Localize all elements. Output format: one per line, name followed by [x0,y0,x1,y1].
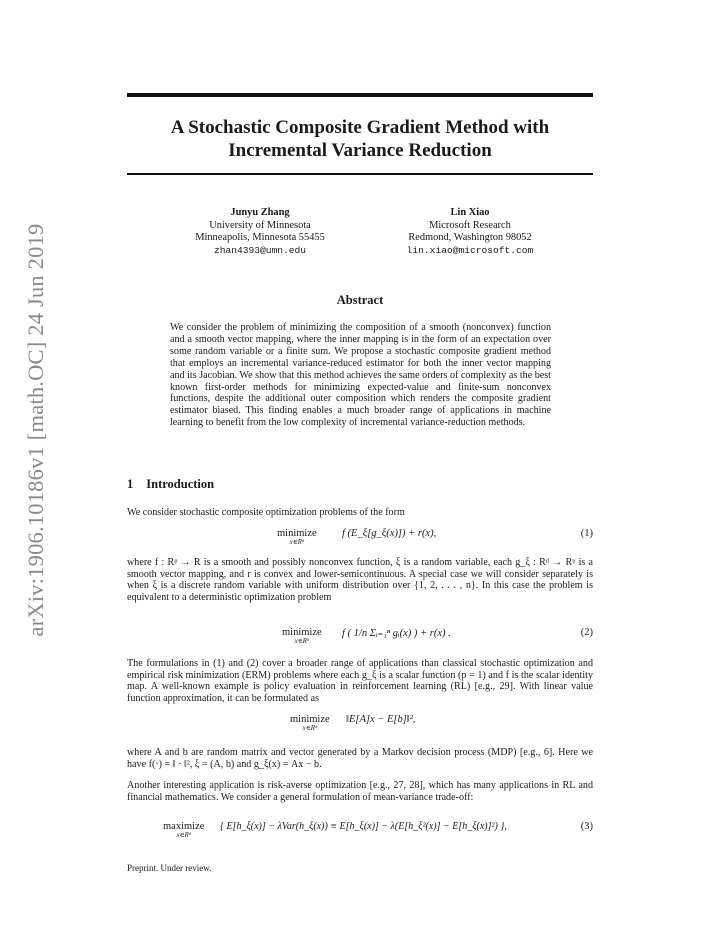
equation-number: (2) [580,627,593,638]
equation-2 [127,627,593,657]
author-block-2 [380,207,560,257]
equation-operator: minimize x∈Rᵈ [282,627,322,645]
equation-3 [127,714,593,744]
paper-title: A Stochastic Composite Gradient Method with Incremental Variance Reduction [170,117,550,161]
title-rule-top [127,93,593,97]
equation-operator: maximize x∈Rᵈ [163,821,205,839]
equation-number: (3) [580,821,593,832]
equation-operator: minimize x∈Rᵈ [290,714,330,732]
author-affiliation: Microsoft Research [429,219,511,231]
equation-body: f (E_ξ[g_ξ(x)]) + r(x), [342,528,437,539]
equation-body: { E[h_ξ(x)] − λVar(h_ξ(x)) ≡ E[h_ξ(x)] − λ(E[h_ξ²(x)] − E[h_ξ(x)]²) }, [220,821,507,832]
paragraph-2: where f : Rᵖ → R is a smooth and possibly nonconvex function, ξ is a random variable, each g_ξ : Rᵈ → Rᵖ is a smooth vector mapping, and r is convex and lower-semicontinuous. A special case we will consider separately is when ξ is a discrete random variable with uniform distribution over {1, 2, . . . , n}. In this case the problem is equivalent to a deterministic optimization problem [127,557,593,604]
equation-operator: minimize x∈Rᵈ [277,528,317,546]
author-affiliation: University of Minnesota [209,219,311,231]
section-title: Introduction [146,477,215,491]
equation-1 [127,528,593,558]
author-block-1 [170,207,350,257]
author-name: Junyu Zhang [230,207,290,218]
equation-number: (1) [580,528,593,539]
abstract-text: We consider the problem of minimizing the composition of a smooth (nonconvex) function and a smooth vector mapping, where the inner mapping is in the form of an expectation over some random variable or a finite sum. We propose a stochastic composite gradient method that employs an incremental variance-reduced estimator for both the inner vector mapping and its Jacobian. We show that this method achieves the same orders of complexity as the best known first-order methods for minimizing expected-value and finite-sum nonconvex functions, despite the additional outer composition which renders the composite gradient estimator biased. This finding enables a much broader range of applications in machine learning to benefit from the low complexity of incremental variance-reduction methods. [170,322,551,429]
arxiv-stamp [6,210,66,650]
abstract-heading: Abstract [336,293,384,307]
author-address: Redmond, Washington 98052 [408,232,532,244]
equation-body: ‖E[A]x − E[b]‖², [346,714,416,725]
paragraph-4: where A and b are random matrix and vector generated by a Markov decision process (MDP) [e.g., 6]. Here we have f(·) = ‖ · ‖², ξ = (A, b) and g_ξ(x) = Ax − b. [127,747,593,770]
paragraph-1: We consider stochastic composite optimization problems of the form [127,507,405,518]
section-number: 1 [127,477,134,491]
author-email: lin.xiao@microsoft.com [406,244,534,256]
equation-body: f ( 1/n Σᵢ₌₁ⁿ gᵢ(x) ) + r(x) . [342,628,451,639]
paragraph-3: The formulations in (1) and (2) cover a broader range of applications than classical stochastic optimization and empirical risk minimization (ERM) problems where each g_ξ is a scalar function (p = 1) and f is the scalar identity map. A well-known example is policy evaluation in reinforcement learning (RL) [e.g., 29]. With linear value function approximation, it can be formulated as [127,658,593,705]
author-name: Lin Xiao [450,207,490,218]
arxiv-id: arXiv:1906.10186v1 [math.OC] 24 Jun 2019 [23,223,48,637]
section-heading [127,477,214,492]
footer-note: Preprint. Under review. [127,863,212,873]
paragraph-5: Another interesting application is risk-averse optimization [e.g., 27, 28], which has many applications in RL and financial mathematics. We consider a general formulation of mean-variance trade-off: [127,780,593,803]
equation-4 [127,821,593,851]
author-email: zhan4393@umn.edu [213,244,307,256]
title-rule-bottom [127,173,593,175]
author-address: Minneapolis, Minnesota 55455 [195,232,325,244]
